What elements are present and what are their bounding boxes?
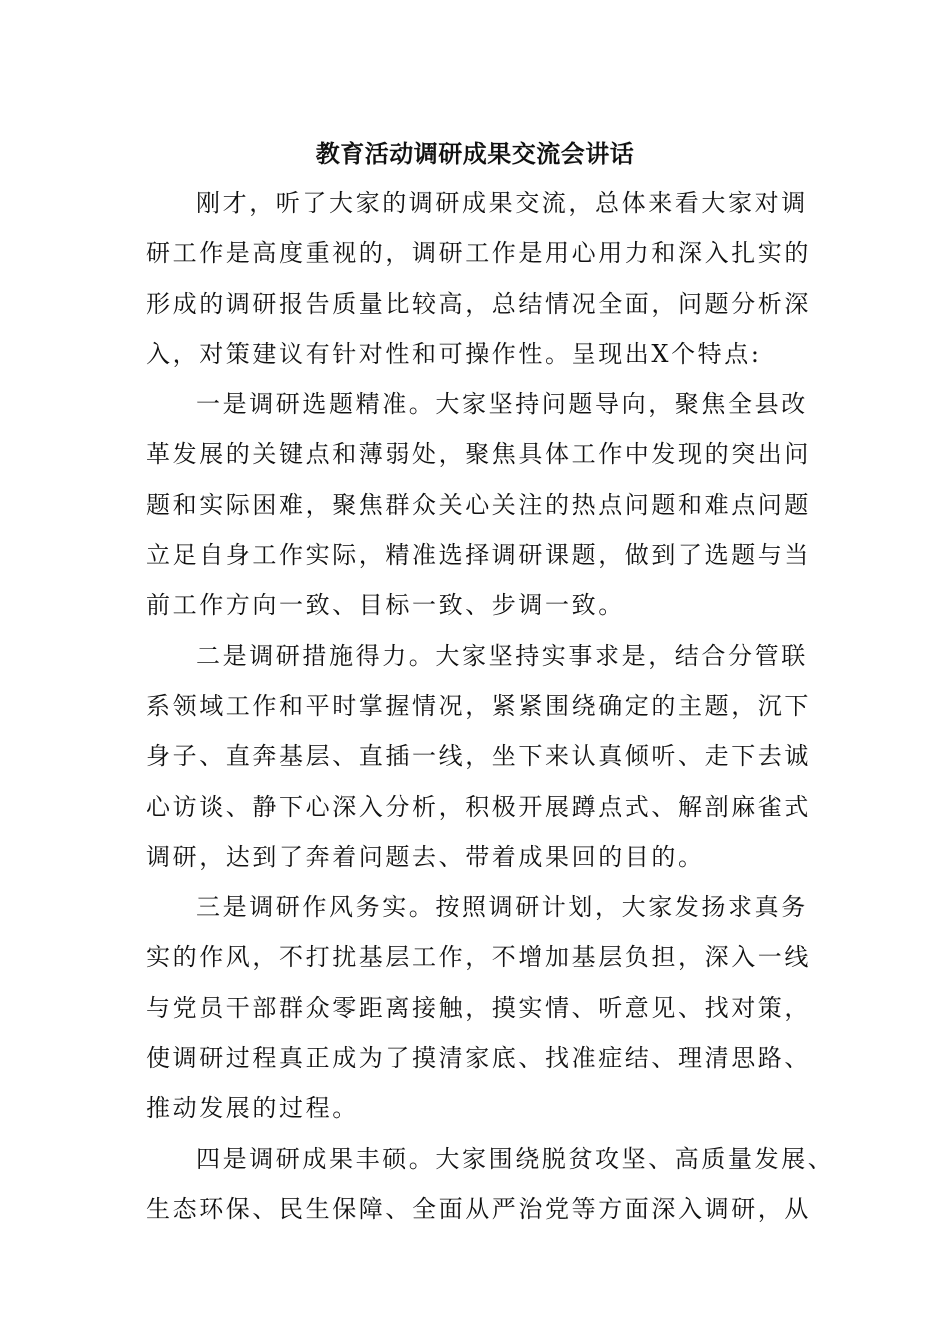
text-line: 一是调研选题精准。大家坚持问题导向，聚焦全县改 [196, 390, 808, 419]
text-line: 四是调研成果丰硕。大家围绕脱贫攻坚、高质量发展、 [196, 1144, 835, 1173]
text-line: 题和实际困难，聚焦群众关心关注的热点问题和难点问题 [146, 490, 811, 519]
text-line: 与党员干部群众零距离接触，摸实情、听意见、找对策， [146, 993, 811, 1022]
text-line: 使调研过程真正成为了摸清家底、找准症结、理清思路、 [146, 1044, 811, 1073]
text-line: 前工作方向一致、目标一致、步调一致。 [146, 591, 625, 620]
text-line: 二是调研措施得力。大家坚持实事求是，结合分管联 [196, 641, 808, 670]
text-line: 三是调研作风务实。按照调研计划，大家发扬求真务 [196, 893, 808, 922]
text-line: 调研，达到了奔着问题去、带着成果回的目的。 [146, 842, 705, 871]
text-line: 入，对策建议有针对性和可操作性。呈现出X个特点: [146, 339, 762, 368]
text-line: 形成的调研报告质量比较高，总结情况全面，问题分析深 [146, 289, 811, 318]
text-line: 刚才，听了大家的调研成果交流，总体来看大家对调 [196, 189, 808, 217]
text-line: 系领域工作和平时掌握情况，紧紧围绕确定的主题，沉下 [146, 691, 811, 720]
text-line: 立足自身工作实际，精准选择调研课题，做到了选题与当 [146, 541, 811, 570]
text-line: 推动发展的过程。 [146, 1094, 359, 1123]
text-line: 实的作风，不打扰基层工作，不增加基层负担，深入一线 [146, 943, 811, 972]
text-line: 革发展的关键点和薄弱处，聚焦具体工作中发现的突出问 [146, 440, 811, 469]
text-line: 研工作是高度重视的，调研工作是用心用力和深入扎实的 [146, 239, 811, 268]
text-line: 生态环保、民生保障、全面从严治党等方面深入调研，从 [146, 1194, 811, 1223]
text-line: 心访谈、静下心深入分析，积极开展蹲点式、解剖麻雀式 [146, 792, 811, 821]
document-title: 教育活动调研成果交流会讲话 [315, 139, 635, 168]
text-line: 身子、直奔基层、直插一线，坐下来认真倾听、走下去诚 [146, 742, 811, 771]
document-body [146, 178, 835, 1234]
